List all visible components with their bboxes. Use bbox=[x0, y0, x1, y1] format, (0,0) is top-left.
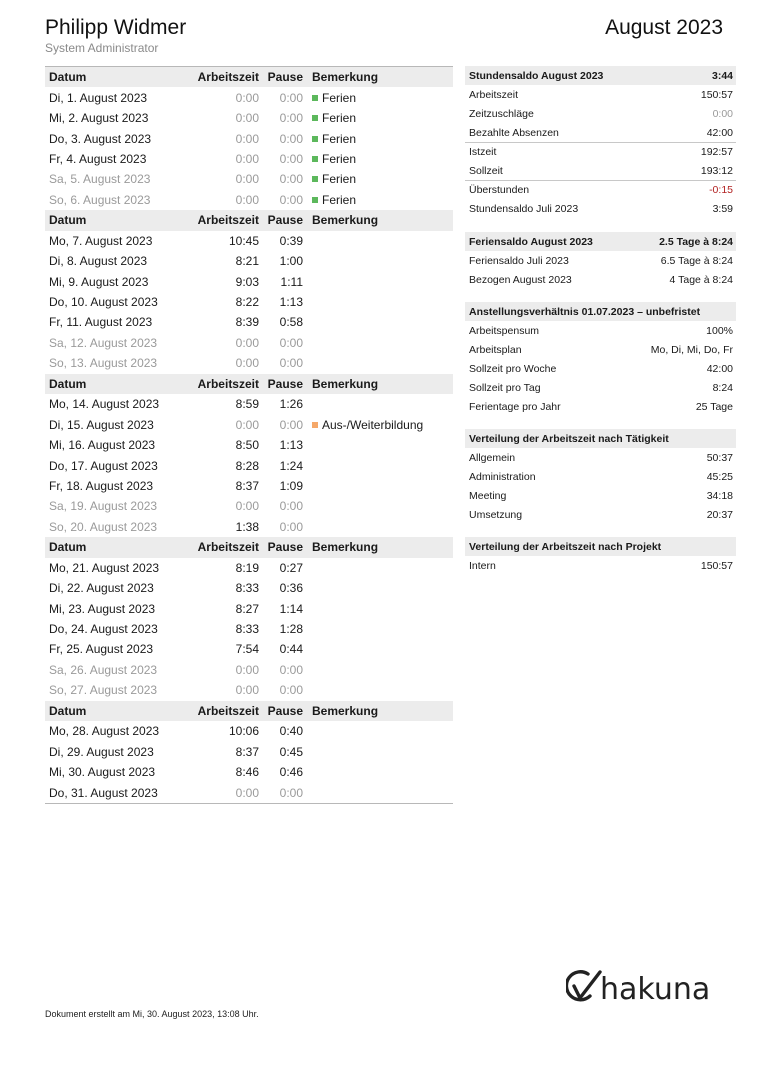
column-header: Pause bbox=[267, 703, 303, 718]
note-text: Ferien bbox=[322, 151, 357, 166]
ferien-marker-icon bbox=[312, 115, 318, 121]
date-cell: Sa, 12. August 2023 bbox=[49, 335, 158, 350]
panel-row-value: 150:57 bbox=[700, 88, 733, 101]
column-header: Datum bbox=[49, 213, 87, 228]
date-cell: Do, 17. August 2023 bbox=[49, 458, 158, 473]
panel-row-value: 42:00 bbox=[706, 126, 733, 139]
pause-cell: 0:40 bbox=[279, 724, 303, 739]
hakuna-logo bbox=[566, 966, 726, 1008]
table-row bbox=[45, 312, 453, 332]
date-cell: So, 13. August 2023 bbox=[49, 356, 158, 371]
employee-role: System Administrator bbox=[45, 41, 159, 55]
work-time-cell: 0:00 bbox=[235, 111, 259, 126]
summary-panel bbox=[465, 537, 736, 575]
note-cell bbox=[303, 418, 423, 432]
panel-row-label: Zeitzuschläge bbox=[469, 107, 534, 120]
date-cell: Fr, 18. August 2023 bbox=[49, 478, 154, 493]
panel-row-value: 45:25 bbox=[706, 470, 733, 483]
work-time-cell: 8:21 bbox=[235, 254, 259, 269]
work-time-cell: 0:00 bbox=[235, 785, 259, 800]
table-row bbox=[45, 762, 453, 782]
column-header: Datum bbox=[49, 703, 87, 718]
panel-row bbox=[465, 359, 736, 378]
pause-cell: 0:00 bbox=[279, 417, 303, 432]
ferien-marker-icon bbox=[312, 176, 318, 182]
pause-cell: 0:39 bbox=[279, 233, 303, 248]
note-cell bbox=[303, 152, 356, 166]
pause-cell: 0:00 bbox=[279, 172, 303, 187]
table-row bbox=[45, 619, 453, 639]
panel-row bbox=[465, 180, 736, 199]
note-text: Ferien bbox=[322, 90, 357, 105]
pause-cell: 0:27 bbox=[279, 560, 303, 575]
work-time-cell: 8:39 bbox=[235, 315, 259, 330]
panel-row-label: Istzeit bbox=[469, 146, 497, 158]
table-row bbox=[45, 455, 453, 475]
note-text: Aus-/Weiterbildung bbox=[322, 417, 424, 432]
panel-title: Verteilung der Arbeitszeit nach Tätigkeit bbox=[469, 432, 669, 445]
panel-title: Anstellungsverhältnis 01.07.2023 – unbefristet bbox=[469, 305, 701, 318]
work-time-cell: 7:54 bbox=[235, 642, 259, 657]
table-row bbox=[45, 414, 453, 434]
report-month: August 2023 bbox=[605, 16, 723, 39]
weiterbildung-marker-icon bbox=[312, 422, 318, 428]
table-row bbox=[45, 87, 453, 107]
date-cell: Sa, 26. August 2023 bbox=[49, 662, 158, 677]
date-cell: Mi, 30. August 2023 bbox=[49, 765, 156, 780]
table-row bbox=[45, 660, 453, 680]
work-time-cell: 0:00 bbox=[235, 172, 259, 187]
panel-row-value: 34:18 bbox=[706, 489, 733, 502]
panel-row bbox=[465, 161, 736, 180]
panel-row-value: -0:15 bbox=[709, 184, 733, 196]
panel-header bbox=[465, 537, 736, 556]
ferien-marker-icon bbox=[312, 156, 318, 162]
date-cell: So, 20. August 2023 bbox=[49, 519, 158, 534]
date-cell: So, 6. August 2023 bbox=[49, 192, 151, 207]
pause-cell: 1:26 bbox=[279, 397, 303, 412]
date-cell: Mo, 21. August 2023 bbox=[49, 560, 160, 575]
panel-title: Verteilung der Arbeitszeit nach Projekt bbox=[469, 540, 662, 553]
column-header: Datum bbox=[49, 376, 87, 391]
pause-cell: 0:00 bbox=[279, 192, 303, 207]
work-time-cell: 9:03 bbox=[235, 274, 259, 289]
work-time-cell: 0:00 bbox=[235, 131, 259, 146]
panel-row-label: Intern bbox=[469, 559, 496, 572]
note-text: Ferien bbox=[322, 192, 357, 207]
panel-row bbox=[465, 104, 736, 123]
work-time-cell: 10:06 bbox=[228, 724, 259, 739]
panel-row bbox=[465, 378, 736, 397]
panel-row-value: 100% bbox=[706, 324, 733, 337]
table-row bbox=[45, 782, 453, 802]
panel-row-label: Sollzeit pro Woche bbox=[469, 362, 557, 375]
work-time-cell: 0:00 bbox=[235, 192, 259, 207]
work-time-cell: 0:00 bbox=[235, 662, 259, 677]
panel-row bbox=[465, 251, 736, 270]
table-row bbox=[45, 190, 453, 210]
work-time-cell: 0:00 bbox=[235, 356, 259, 371]
panel-row-label: Überstunden bbox=[469, 184, 530, 196]
table-header-row bbox=[45, 210, 453, 230]
date-cell: Di, 22. August 2023 bbox=[49, 581, 154, 596]
table-row bbox=[45, 169, 453, 189]
table-row bbox=[45, 578, 453, 598]
panel-row-value: 150:57 bbox=[700, 559, 733, 572]
column-header: Bemerkung bbox=[312, 540, 379, 555]
date-cell: Fr, 25. August 2023 bbox=[49, 642, 154, 657]
work-time-cell: 0:00 bbox=[235, 90, 259, 105]
date-cell: Mi, 23. August 2023 bbox=[49, 601, 156, 616]
panel-row bbox=[465, 448, 736, 467]
column-header: Pause bbox=[267, 70, 303, 85]
table-row bbox=[45, 721, 453, 741]
work-time-cell: 8:33 bbox=[235, 622, 259, 637]
table-header-row bbox=[45, 374, 453, 394]
work-time-cell: 0:00 bbox=[235, 151, 259, 166]
pause-cell: 0:00 bbox=[279, 499, 303, 514]
table-row bbox=[45, 292, 453, 312]
table-row bbox=[45, 680, 453, 700]
date-cell: Mi, 16. August 2023 bbox=[49, 438, 156, 453]
panel-row-value: 192:57 bbox=[700, 146, 733, 158]
table-row bbox=[45, 353, 453, 373]
work-time-cell: 8:19 bbox=[235, 560, 259, 575]
panel-row-label: Arbeitspensum bbox=[469, 324, 540, 337]
panel-row bbox=[465, 142, 736, 161]
panel-header bbox=[465, 429, 736, 448]
panel-row-label: Bezogen August 2023 bbox=[469, 273, 572, 286]
date-cell: Do, 10. August 2023 bbox=[49, 295, 158, 310]
note-text: Ferien bbox=[322, 131, 357, 146]
table-header-row bbox=[45, 67, 453, 87]
column-header: Bemerkung bbox=[312, 70, 379, 85]
column-header: Pause bbox=[267, 376, 303, 391]
panel-row-value: 50:37 bbox=[706, 451, 733, 464]
work-time-cell: 8:37 bbox=[235, 744, 259, 759]
work-time-cell: 8:33 bbox=[235, 581, 259, 596]
pause-cell: 0:58 bbox=[279, 315, 303, 330]
table-row bbox=[45, 149, 453, 169]
panel-title: Stundensaldo August 2023 bbox=[469, 69, 604, 82]
pause-cell: 1:11 bbox=[280, 274, 303, 289]
panel-total: 3:44 bbox=[711, 69, 733, 82]
date-cell: Do, 3. August 2023 bbox=[49, 131, 152, 146]
table-row bbox=[45, 558, 453, 578]
panel-row-value: 25 Tage bbox=[695, 400, 733, 413]
summary-panel bbox=[465, 232, 736, 289]
pause-cell: 0:00 bbox=[279, 519, 303, 534]
pause-cell: 0:00 bbox=[279, 356, 303, 371]
table-row bbox=[45, 333, 453, 353]
table-row bbox=[45, 496, 453, 516]
panel-row-label: Ferientage pro Jahr bbox=[469, 400, 561, 413]
work-time-cell: 0:00 bbox=[235, 499, 259, 514]
table-row bbox=[45, 435, 453, 455]
date-cell: Mo, 28. August 2023 bbox=[49, 724, 160, 739]
pause-cell: 1:24 bbox=[279, 458, 303, 473]
pause-cell: 1:13 bbox=[279, 438, 303, 453]
pause-cell: 1:14 bbox=[279, 601, 303, 616]
work-time-cell: 1:38 bbox=[235, 519, 259, 534]
column-header: Pause bbox=[267, 213, 303, 228]
panel-row-label: Umsetzung bbox=[469, 508, 523, 521]
date-cell: Fr, 11. August 2023 bbox=[49, 315, 153, 330]
pause-cell: 1:28 bbox=[279, 622, 303, 637]
note-text: Ferien bbox=[322, 172, 357, 187]
table-row bbox=[45, 741, 453, 761]
work-time-cell: 8:59 bbox=[235, 397, 259, 412]
note-cell bbox=[303, 193, 356, 207]
panel-row-label: Stundensaldo Juli 2023 bbox=[469, 202, 579, 215]
date-cell: Sa, 5. August 2023 bbox=[49, 172, 151, 187]
panel-row-value: 8:24 bbox=[712, 381, 733, 394]
panel-row-value: 42:00 bbox=[706, 362, 733, 375]
note-cell bbox=[303, 132, 356, 146]
date-cell: Mo, 7. August 2023 bbox=[49, 233, 153, 248]
panel-row bbox=[465, 340, 736, 359]
date-cell: Mi, 9. August 2023 bbox=[49, 274, 149, 289]
column-header: Pause bbox=[267, 540, 303, 555]
column-header: Datum bbox=[49, 540, 87, 555]
employee-name: Philipp Widmer bbox=[45, 16, 187, 39]
panel-row bbox=[465, 486, 736, 505]
panel-title: Feriensaldo August 2023 bbox=[469, 235, 593, 248]
table-row bbox=[45, 108, 453, 128]
pause-cell: 0:45 bbox=[279, 744, 303, 759]
panel-row-label: Sollzeit pro Tag bbox=[469, 381, 541, 394]
date-cell: Di, 8. August 2023 bbox=[49, 254, 148, 269]
pause-cell: 0:44 bbox=[279, 642, 303, 657]
table-header-row bbox=[45, 701, 453, 721]
panel-row-value: 0:00 bbox=[712, 107, 733, 120]
panel-total: 2.5 Tage à 8:24 bbox=[659, 235, 733, 248]
panel-row bbox=[465, 467, 736, 486]
column-header: Arbeitszeit bbox=[197, 213, 259, 228]
document-footer: Dokument erstellt am Mi, 30. August 2023, 13:08 Uhr. bbox=[45, 1009, 259, 1019]
pause-cell: 1:09 bbox=[279, 478, 303, 493]
panel-header bbox=[465, 232, 736, 251]
column-header: Bemerkung bbox=[312, 213, 379, 228]
panel-row-label: Arbeitsplan bbox=[469, 343, 522, 356]
summary-panel bbox=[465, 302, 736, 416]
table-row bbox=[45, 231, 453, 251]
pause-cell: 0:36 bbox=[279, 581, 303, 596]
table-row bbox=[45, 394, 453, 414]
panel-row bbox=[465, 85, 736, 104]
ferien-marker-icon bbox=[312, 197, 318, 203]
table-row bbox=[45, 517, 453, 537]
panel-row-label: Feriensaldo Juli 2023 bbox=[469, 254, 569, 267]
note-cell bbox=[303, 172, 356, 186]
work-time-cell: 0:00 bbox=[235, 335, 259, 350]
pause-cell: 0:00 bbox=[279, 151, 303, 166]
column-header: Arbeitszeit bbox=[197, 376, 259, 391]
panel-row-value: 20:37 bbox=[706, 508, 733, 521]
panel-row-value: 193:12 bbox=[700, 164, 733, 177]
logo-text: hakuna bbox=[600, 972, 711, 1007]
date-cell: Di, 15. August 2023 bbox=[49, 417, 154, 432]
table-row bbox=[45, 128, 453, 148]
table-row bbox=[45, 251, 453, 271]
pause-cell: 0:00 bbox=[279, 662, 303, 677]
work-time-cell: 8:50 bbox=[235, 438, 259, 453]
date-cell: Mo, 14. August 2023 bbox=[49, 397, 160, 412]
work-time-cell: 0:00 bbox=[235, 417, 259, 432]
note-cell bbox=[303, 111, 356, 125]
panel-row-label: Arbeitszeit bbox=[469, 88, 519, 101]
date-cell: Di, 1. August 2023 bbox=[49, 90, 148, 105]
pause-cell: 0:46 bbox=[279, 765, 303, 780]
panel-row-value: 4 Tage à 8:24 bbox=[669, 273, 733, 286]
ferien-marker-icon bbox=[312, 136, 318, 142]
panel-header bbox=[465, 66, 736, 85]
pause-cell: 1:00 bbox=[279, 254, 303, 269]
panel-row-label: Administration bbox=[469, 470, 536, 483]
work-time-cell: 10:45 bbox=[228, 233, 259, 248]
table-header-row bbox=[45, 537, 453, 557]
panel-header bbox=[465, 302, 736, 321]
work-time-cell: 0:00 bbox=[235, 683, 259, 698]
column-header: Bemerkung bbox=[312, 376, 379, 391]
panel-row bbox=[465, 397, 736, 416]
panel-row-value: Mo, Di, Mi, Do, Fr bbox=[650, 343, 733, 356]
panel-row bbox=[465, 270, 736, 289]
column-header: Arbeitszeit bbox=[197, 70, 259, 85]
panel-row bbox=[465, 199, 736, 218]
panel-row-value: 3:59 bbox=[712, 202, 733, 215]
panel-row bbox=[465, 321, 736, 340]
panel-row bbox=[465, 123, 736, 142]
table-row bbox=[45, 271, 453, 291]
column-header: Arbeitszeit bbox=[197, 540, 259, 555]
pause-cell: 0:00 bbox=[279, 785, 303, 800]
ferien-marker-icon bbox=[312, 95, 318, 101]
date-cell: Do, 31. August 2023 bbox=[49, 785, 158, 800]
table-row bbox=[45, 476, 453, 496]
column-header: Datum bbox=[49, 70, 87, 85]
pause-cell: 0:00 bbox=[279, 335, 303, 350]
date-cell: Sa, 19. August 2023 bbox=[49, 499, 158, 514]
pause-cell: 0:00 bbox=[279, 90, 303, 105]
column-header: Bemerkung bbox=[312, 703, 379, 718]
work-time-cell: 8:28 bbox=[235, 458, 259, 473]
column-header: Arbeitszeit bbox=[197, 703, 259, 718]
pause-cell: 0:00 bbox=[279, 683, 303, 698]
panel-row-value: 6.5 Tage à 8:24 bbox=[660, 254, 733, 267]
note-text: Ferien bbox=[322, 111, 357, 126]
panel-row bbox=[465, 556, 736, 575]
pause-cell: 0:00 bbox=[279, 111, 303, 126]
note-cell bbox=[303, 91, 356, 105]
time-table bbox=[45, 66, 453, 804]
work-time-cell: 8:46 bbox=[235, 765, 259, 780]
summary-panel bbox=[465, 66, 736, 218]
date-cell: Do, 24. August 2023 bbox=[49, 622, 158, 637]
panel-row-label: Sollzeit bbox=[469, 164, 503, 177]
date-cell: Mi, 2. August 2023 bbox=[49, 111, 149, 126]
table-row bbox=[45, 639, 453, 659]
panel-row bbox=[465, 505, 736, 524]
date-cell: So, 27. August 2023 bbox=[49, 683, 158, 698]
date-cell: Di, 29. August 2023 bbox=[49, 744, 154, 759]
work-time-cell: 8:22 bbox=[235, 295, 259, 310]
table-row bbox=[45, 598, 453, 618]
panel-row-label: Allgemein bbox=[469, 451, 516, 464]
panel-row-label: Meeting bbox=[469, 489, 507, 502]
work-time-cell: 8:37 bbox=[235, 478, 259, 493]
panel-row-label: Bezahlte Absenzen bbox=[469, 126, 559, 139]
work-time-cell: 8:27 bbox=[235, 601, 259, 616]
pause-cell: 0:00 bbox=[279, 131, 303, 146]
pause-cell: 1:13 bbox=[279, 295, 303, 310]
summary-panel bbox=[465, 429, 736, 524]
date-cell: Fr, 4. August 2023 bbox=[49, 151, 147, 166]
